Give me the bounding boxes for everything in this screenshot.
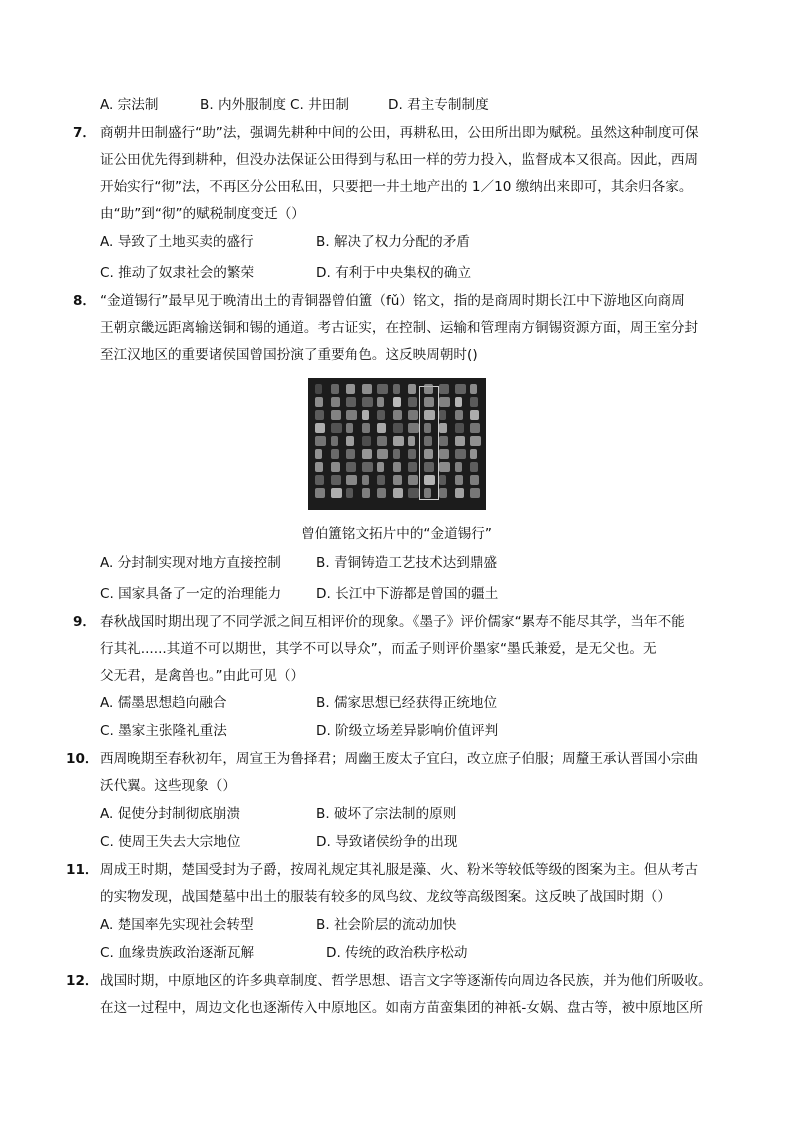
- inscription-glyph: [470, 384, 477, 394]
- q12-stem-line: 在这一过程中，周边文化也逐渐传入中原地区。如南方苗蛮集团的神祇-女娲、盘古等，被中原地区所: [100, 1000, 704, 1016]
- q7-option-c: C. 推动了奴隶社会的繁荣: [100, 265, 255, 281]
- inscription-column: [330, 384, 344, 501]
- q9-number: 9．: [72, 614, 96, 630]
- inscription-glyph: [455, 410, 463, 420]
- q10-option-d: D. 导致诸侯纷争的出现: [316, 834, 458, 850]
- inscription-glyph: [439, 449, 449, 459]
- q10-option-b: B. 破坏了宗法制的原则: [316, 806, 457, 822]
- inscription-glyph: [377, 462, 384, 472]
- inscription-column: [454, 384, 468, 501]
- inscription-glyph: [346, 410, 357, 420]
- inscription-glyph: [470, 410, 479, 420]
- inscription-glyph: [362, 449, 372, 459]
- q12-number: 12．: [66, 973, 99, 989]
- figure-caption: 曾伯簠铭文拓片中的“金道锡行”: [301, 526, 492, 542]
- q9-stem-line: 行其礼......其道不可以期世，其学不可以导众”，而孟子则评价墨家“墨氏兼爱，是无父也。无: [100, 641, 657, 657]
- inscription-glyph: [377, 384, 388, 394]
- inscription-glyph: [393, 384, 400, 394]
- inscription-glyph: [424, 436, 432, 446]
- q8-number: 8．: [72, 293, 96, 309]
- inscription-glyph: [393, 475, 402, 485]
- inscription-column: [438, 384, 452, 501]
- inscription-glyph: [439, 475, 446, 485]
- inscription-glyph: [362, 462, 373, 472]
- q8-stem-line: 王朝京畿远距离输送铜和锡的通道。考古证实，在控制、运输和管理南方铜锡资源方面，周王室分封: [100, 320, 699, 336]
- q8-option-a: A. 分封制实现对地方直接控制: [100, 555, 281, 571]
- inscription-glyph: [362, 436, 371, 446]
- inscription-glyph: [362, 384, 372, 394]
- q7-stem-line: 商朝井田制盛行“助”法，强调先耕种中间的公田，再耕私田，公田所出即为赋税。虽然这种制度可保: [100, 125, 699, 141]
- inscription-glyph: [455, 384, 466, 394]
- bronze-inscription-rubbing-image: [308, 378, 486, 510]
- inscription-glyph: [393, 462, 401, 472]
- q7-stem-line: 开始实行“彻”法，不再区分公田私田，只要把一井土地产出的 1／10 缴纳出来即可，其余归各家。: [100, 179, 693, 195]
- inscription-glyph: [455, 449, 466, 459]
- inscription-glyph: [408, 488, 419, 498]
- inscription-glyph: [439, 397, 450, 407]
- inscription-column: [469, 384, 483, 501]
- inscription-glyph: [315, 462, 323, 472]
- q7-option-d: D. 有利于中央集权的确立: [316, 265, 472, 281]
- inscription-glyph: [470, 449, 477, 459]
- inscription-glyph: [315, 488, 325, 498]
- inscription-glyph: [346, 475, 357, 485]
- q9-option-d: D. 阶级立场差异影响价值评判: [316, 723, 499, 739]
- q10-option-c: C. 使周王失去大宗地位: [100, 834, 241, 850]
- q8-stem-line: 至江汉地区的重要诸侯国曾国扮演了重要角色。这反映周朝时(): [100, 347, 478, 363]
- inscription-glyph: [377, 488, 386, 498]
- inscription-glyph: [439, 436, 448, 446]
- q9-option-b: B. 儒家思想已经获得正统地位: [316, 695, 498, 711]
- inscription-glyph: [315, 397, 323, 407]
- inscription-column: [407, 384, 421, 501]
- inscription-glyph: [315, 436, 326, 446]
- inscription-glyph: [455, 397, 462, 407]
- inscription-glyph: [455, 423, 464, 433]
- q12-stem-line: 战国时期，中原地区的许多典章制度、哲学思想、语言文字等逐渐传向周边各民族，并为他们所吸收。: [100, 973, 712, 989]
- inscription-glyph: [393, 449, 400, 459]
- inscription-glyph: [408, 436, 415, 446]
- q11-stem-line: 的实物发现，战国楚墓中出土的服装有较多的凤鸟纹、龙纹等高级图案。这反映了战国时期（）: [100, 889, 671, 905]
- q6-option-d: D. 君主专制制度: [388, 97, 489, 113]
- q11-number: 11．: [66, 862, 99, 878]
- q8-option-d: D. 长江中下游都是曾国的疆土: [316, 586, 499, 602]
- inscription-glyph: [331, 397, 340, 407]
- q9-stem-line: 父无君，是禽兽也。”由此可见（）: [100, 668, 305, 684]
- inscription-glyph: [362, 397, 373, 407]
- inscription-glyph: [455, 475, 463, 485]
- inscription-glyph: [331, 475, 341, 485]
- q6-option-b: B. 内外服制度: [200, 97, 286, 113]
- q11-option-d: D. 传统的政治秩序松动: [326, 945, 468, 961]
- inscription-glyph: [424, 475, 435, 485]
- q7-option-a: A. 导致了土地买卖的盛行: [100, 234, 254, 250]
- q10-option-a: A. 促使分封制彻底崩溃: [100, 806, 241, 822]
- inscription-column: [376, 384, 390, 501]
- inscription-glyph: [346, 449, 355, 459]
- inscription-glyph: [470, 397, 478, 407]
- inscription-glyph: [315, 475, 324, 485]
- inscription-glyph: [362, 410, 369, 420]
- q9-option-c: C. 墨家主张隆礼重法: [100, 723, 227, 739]
- q8-option-b: B. 青铜铸造工艺技术达到鼎盛: [316, 555, 498, 571]
- inscription-glyph: [315, 449, 322, 459]
- inscription-glyph: [377, 423, 386, 433]
- inscription-glyph: [424, 384, 433, 394]
- inscription-glyph: [424, 423, 431, 433]
- inscription-glyph: [331, 423, 342, 433]
- inscription-glyph: [424, 397, 434, 407]
- inscription-glyph: [470, 423, 480, 433]
- q6-option-a: A. 宗法制: [100, 97, 159, 113]
- inscription-glyph: [315, 423, 325, 433]
- inscription-glyph: [315, 410, 324, 420]
- inscription-glyph: [408, 449, 416, 459]
- inscription-glyph: [424, 462, 434, 472]
- q7-stem-line: 由“助”到“彻”的赋税制度变迁（）: [100, 206, 305, 222]
- inscription-glyph: [393, 436, 404, 446]
- q11-option-a: A. 楚国率先实现社会转型: [100, 917, 254, 933]
- q6-option-c: C. 井田制: [290, 97, 349, 113]
- inscription-glyph: [408, 475, 418, 485]
- q10-number: 10．: [66, 751, 99, 767]
- q7-option-b: B. 解决了权力分配的矛盾: [316, 234, 470, 250]
- inscription-glyph: [439, 462, 450, 472]
- inscription-glyph: [439, 423, 447, 433]
- inscription-glyph: [470, 436, 481, 446]
- q8-stem-line: “金道锡行”最早见于晚清出土的青铜器曾伯簠（fǔ）铭文，指的是商周时期长江中下游地区向商周: [100, 293, 685, 309]
- q10-stem-line: 沃代翼。这些现象（）: [100, 778, 236, 794]
- inscription-glyph: [346, 462, 356, 472]
- inscription-glyph: [408, 462, 417, 472]
- inscription-glyph: [377, 475, 385, 485]
- inscription-glyph: [377, 436, 387, 446]
- inscription-glyph: [331, 410, 341, 420]
- inscription-glyph: [346, 384, 355, 394]
- inscription-glyph: [393, 423, 403, 433]
- inscription-glyph: [331, 384, 339, 394]
- q11-stem-line: 周成王时期，楚国受封为子爵，按周礼规定其礼服是藻、火、粉米等较低等级的图案为主。但从考古: [100, 862, 699, 878]
- q11-option-c: C. 血缘贵族政治逐渐瓦解: [100, 945, 255, 961]
- inscription-glyph: [346, 423, 353, 433]
- inscription-glyph: [455, 436, 465, 446]
- inscription-glyph: [439, 384, 449, 394]
- inscription-glyph: [455, 488, 464, 498]
- inscription-glyph: [331, 436, 338, 446]
- q7-stem-line: 证公田优先得到耕种，但没办法保证公田得到与私田一样的劳力投入，监督成本又很高。因此，西周: [100, 152, 699, 168]
- inscription-glyph: [470, 462, 478, 472]
- inscription-glyph: [393, 410, 402, 420]
- inscription-glyph: [331, 462, 340, 472]
- inscription-glyph: [424, 410, 435, 420]
- inscription-glyph: [331, 449, 339, 459]
- inscription-glyph: [424, 488, 431, 498]
- inscription-glyph: [362, 488, 370, 498]
- inscription-column: [345, 384, 359, 501]
- inscription-column: [423, 384, 437, 501]
- inscription-glyph: [377, 449, 388, 459]
- q7-number: 7．: [72, 125, 96, 141]
- inscription-glyph: [408, 397, 417, 407]
- inscription-glyph: [377, 410, 385, 420]
- inscription-glyph: [439, 410, 446, 420]
- q8-option-c: C. 国家具备了一定的治理能力: [100, 586, 282, 602]
- q9-stem-line: 春秋战国时期出现了不同学派之间互相评价的现象。《墨子》评价儒家“累寿不能尽其学，当年不能: [100, 614, 685, 630]
- inscription-glyph: [424, 449, 433, 459]
- inscription-glyph: [362, 475, 369, 485]
- inscription-glyph: [315, 384, 322, 394]
- q11-option-b: B. 社会阶层的流动加快: [316, 917, 457, 933]
- inscription-glyph: [470, 488, 480, 498]
- q9-option-a: A. 儒墨思想趋向融合: [100, 695, 227, 711]
- inscription-column: [314, 384, 328, 501]
- inscription-glyph: [408, 384, 416, 394]
- inscription-glyph: [439, 488, 447, 498]
- inscription-column: [361, 384, 375, 501]
- inscription-glyph: [408, 410, 418, 420]
- inscription-glyph: [346, 488, 353, 498]
- inscription-glyph: [331, 488, 342, 498]
- inscription-glyph: [470, 475, 479, 485]
- inscription-column: [392, 384, 406, 501]
- inscription-glyph: [346, 397, 356, 407]
- inscription-glyph: [377, 397, 384, 407]
- inscription-glyph: [393, 397, 401, 407]
- inscription-glyph: [346, 436, 354, 446]
- inscription-glyph: [362, 423, 370, 433]
- inscription-glyph: [408, 423, 419, 433]
- inscription-glyph: [455, 462, 462, 472]
- inscription-glyph: [393, 488, 403, 498]
- q10-stem-line: 西周晚期至春秋初年，周宣王为鲁择君；周幽王废太子宜臼，改立庶子伯服；周釐王承认晋国小宗曲: [100, 751, 699, 767]
